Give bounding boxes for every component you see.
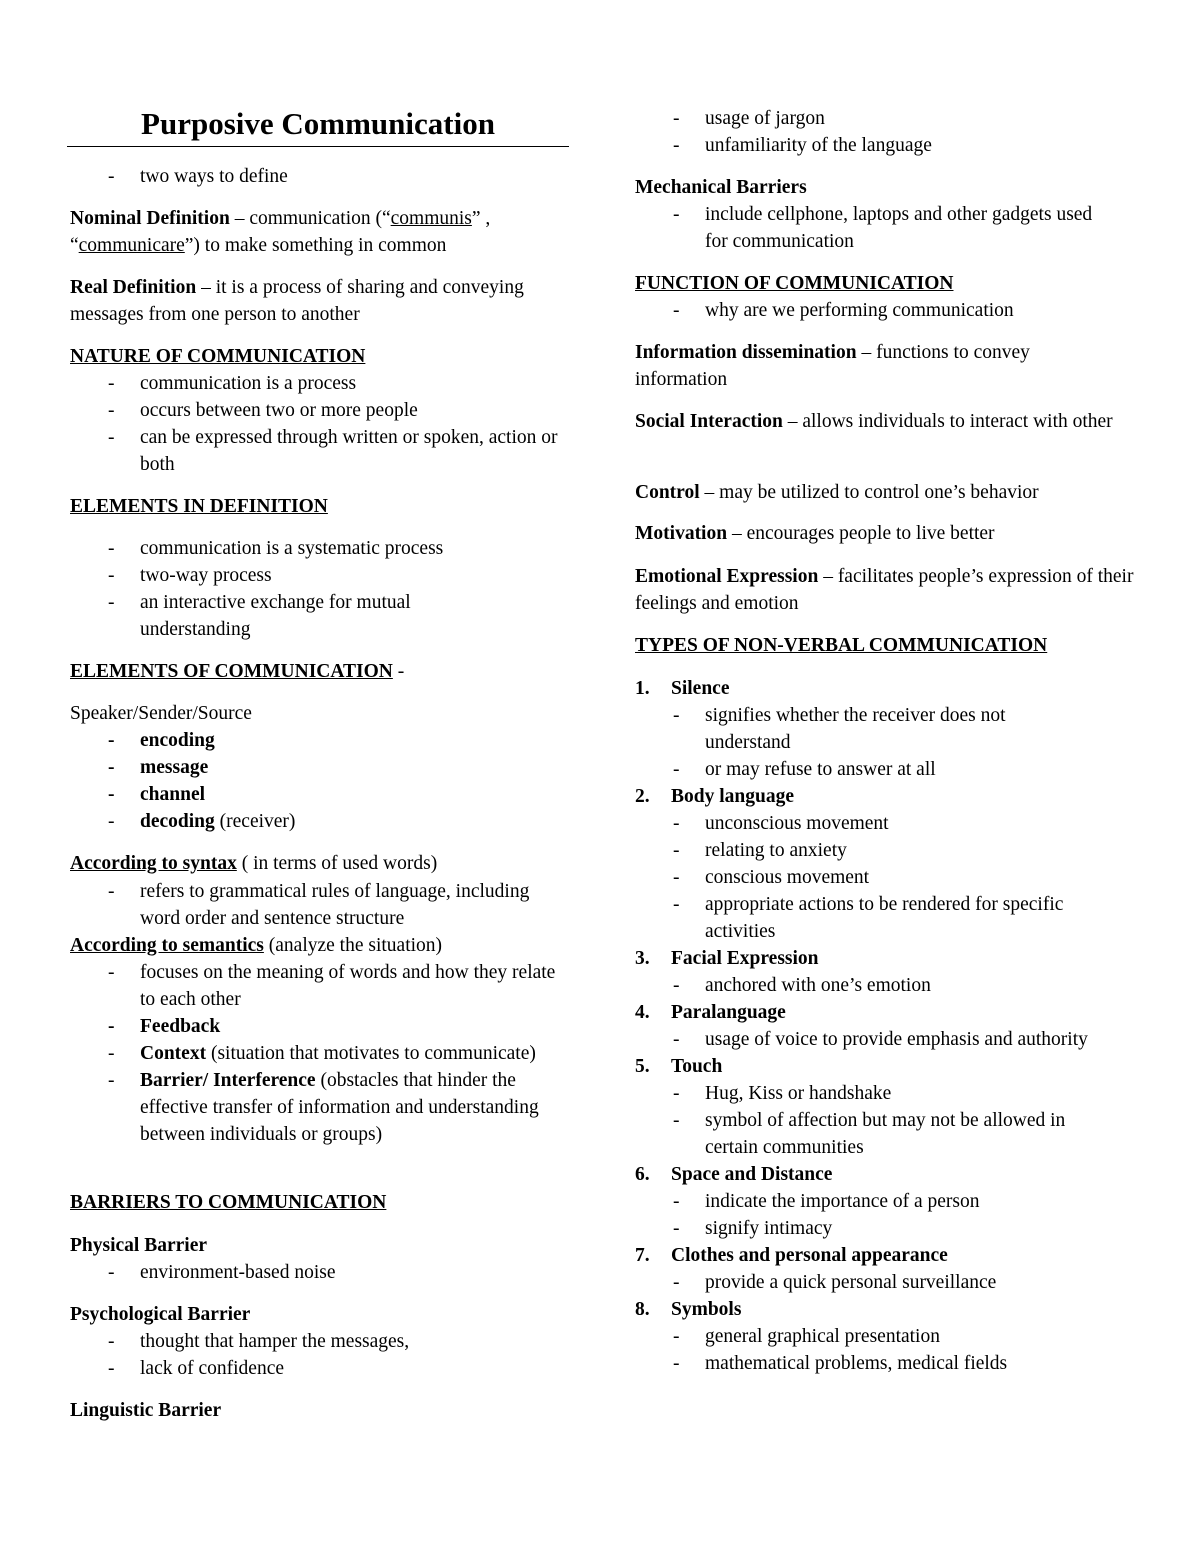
list-item: - encoding — [70, 727, 570, 754]
function-list — [635, 297, 1145, 324]
item-note: (situation that motivates to communicate) — [206, 1043, 536, 1064]
term: Motivation — [635, 523, 728, 544]
type-name: Space and Distance — [671, 1164, 833, 1185]
list-item: - communication is a systematic process — [70, 535, 510, 562]
nonverbal-type — [635, 945, 1135, 999]
text: ”) to make something in common — [184, 235, 447, 256]
type-items — [671, 1269, 1135, 1296]
list-item: - why are we performing communication — [635, 297, 1145, 324]
list-item: - signifies whether the receiver does not understand — [671, 702, 1135, 756]
type-name: Touch — [671, 1056, 723, 1077]
type-items — [671, 1080, 1135, 1161]
note: ( in terms of used words) — [236, 853, 438, 874]
item-note: (obstacles that hinder the effective transfer of information and understanding between individuals or groups) — [140, 1070, 539, 1145]
text: – encourages people to live better — [727, 523, 995, 544]
type-items — [671, 1188, 1135, 1242]
list-item — [70, 1040, 565, 1067]
linguistic-barrier-list — [635, 105, 1145, 159]
list-item: - or may refuse to answer at all — [671, 756, 1135, 783]
text: – allows individuals to interact with other — [782, 411, 1113, 432]
list-item: - usage of voice to provide emphasis and authority — [671, 1026, 1135, 1053]
list-item: - signify intimacy — [671, 1215, 1135, 1242]
function-heading: FUNCTION OF COMMUNICATION — [635, 273, 954, 294]
list-item: - unconscious movement — [671, 810, 1135, 837]
list-item: - two-way process — [70, 562, 510, 589]
list-item: - indicate the importance of a person — [671, 1188, 1135, 1215]
real-definition — [70, 274, 530, 328]
elements-definition-heading: ELEMENTS IN DEFINITION — [70, 496, 328, 517]
type-number: 6. — [635, 1164, 650, 1185]
term: Information dissemination — [635, 342, 857, 363]
function-entry — [635, 563, 1135, 617]
function-entry — [635, 408, 1125, 435]
nonverbal-type — [635, 1242, 1135, 1296]
intro-list — [70, 163, 570, 190]
list-item: - conscious movement — [671, 864, 1135, 891]
list-item: - lack of confidence — [70, 1355, 570, 1382]
source-label: Speaker/Sender/Source — [70, 703, 252, 724]
linguistic-barrier-label: Linguistic Barrier — [70, 1400, 222, 1421]
item-note: (receiver) — [214, 811, 296, 832]
type-name: Clothes and personal appearance — [671, 1245, 948, 1266]
nonverbal-type — [635, 675, 1135, 783]
nonverbal-type — [635, 783, 1135, 945]
list-item: - provide a quick personal surveillance — [671, 1269, 1135, 1296]
text: – it is a process of sharing and conveying messages from one person to another — [70, 277, 524, 325]
list-item — [70, 808, 570, 835]
nature-heading: NATURE OF COMMUNICATION — [70, 346, 366, 367]
note: (analyze the situation) — [263, 935, 443, 956]
function-entry — [635, 479, 1145, 506]
text: – facilitates people’s expression of their feelings and emotion — [635, 566, 1134, 614]
nonverbal-type — [635, 1161, 1135, 1242]
type-number: 8. — [635, 1299, 650, 1320]
term: According to semantics — [70, 935, 264, 956]
type-name: Facial Expression — [671, 948, 819, 969]
list-item: - occurs between two or more people — [70, 397, 570, 424]
list-item: - include cellphone, laptops and other gadgets used for communication — [635, 201, 1105, 255]
list-item: - communication is a process — [70, 370, 570, 397]
semantics-heading — [70, 932, 442, 959]
list-item: - channel — [70, 781, 570, 808]
physical-barrier-list — [70, 1259, 570, 1286]
list-item: - can be expressed through written or spoken, action or both — [70, 424, 570, 478]
nature-list — [70, 370, 570, 478]
function-entry — [635, 339, 1085, 393]
list-item — [70, 1067, 565, 1148]
list-item: - unfamiliarity of the language — [635, 132, 1145, 159]
heading-suffix: - — [392, 661, 405, 682]
list-item: - an interactive exchange for mutual understanding — [70, 589, 510, 643]
list-item: - refers to grammatical rules of language, including word order and sentence structure — [70, 878, 540, 932]
syntax-list — [70, 878, 540, 932]
semantics-list — [70, 959, 565, 1148]
list-item: - Feedback — [70, 1013, 565, 1040]
type-number: 5. — [635, 1056, 650, 1077]
function-entry — [635, 520, 1145, 547]
type-number: 1. — [635, 678, 650, 699]
type-items — [671, 1323, 1135, 1377]
list-item: - thought that hamper the messages, — [70, 1328, 570, 1355]
psychological-barrier-list — [70, 1328, 570, 1382]
elements-communication-heading — [70, 658, 404, 685]
list-item: - environment-based noise — [70, 1259, 570, 1286]
type-name: Silence — [671, 678, 730, 699]
type-number: 7. — [635, 1245, 650, 1266]
text: – communication (“ — [229, 208, 391, 229]
list-item: - appropriate actions to be rendered for specific activities — [671, 891, 1135, 945]
elements-definition-list — [70, 535, 510, 643]
elements-communication-list — [70, 727, 570, 835]
physical-barrier-label: Physical Barrier — [70, 1235, 208, 1256]
nonverbal-type — [635, 1053, 1135, 1161]
term-communicare: communicare — [78, 235, 185, 256]
heading-text: ELEMENTS OF COMMUNICATION — [70, 661, 393, 682]
text: – may be utilized to control one’s behavior — [699, 482, 1039, 503]
term: Control — [635, 482, 700, 503]
psychological-barrier-label: Psychological Barrier — [70, 1304, 251, 1325]
type-name: Paralanguage — [671, 1002, 786, 1023]
list-item: - message — [70, 754, 570, 781]
item-term: Barrier/ Interference — [140, 1070, 316, 1091]
list-item: - mathematical problems, medical fields — [671, 1350, 1135, 1377]
nonverbal-list — [635, 675, 1135, 1377]
term: Real Definition — [70, 277, 197, 298]
list-item: - anchored with one’s emotion — [671, 972, 1135, 999]
list-item: - general graphical presentation — [671, 1323, 1135, 1350]
list-item: - usage of jargon — [635, 105, 1145, 132]
nominal-definition — [70, 205, 570, 259]
term-communis: communis — [390, 208, 472, 229]
nonverbal-heading: TYPES OF NON-VERBAL COMMUNICATION — [635, 635, 1048, 656]
syntax-heading — [70, 850, 437, 877]
item-term: decoding — [140, 811, 215, 832]
term: Emotional Expression — [635, 566, 819, 587]
type-name: Body language — [671, 786, 794, 807]
list-item: - symbol of affection but may not be allowed in certain communities — [671, 1107, 1135, 1161]
type-items — [671, 702, 1135, 783]
list-item: - two ways to define — [70, 163, 570, 190]
page-title: Purposive Communication — [67, 104, 569, 147]
type-number: 4. — [635, 1002, 650, 1023]
nonverbal-type — [635, 1296, 1135, 1377]
list-item: - Hug, Kiss or handshake — [671, 1080, 1135, 1107]
term: Nominal Definition — [70, 208, 230, 229]
text: – functions to convey information — [635, 342, 1030, 390]
barriers-heading: BARRIERS TO COMMUNICATION — [70, 1192, 387, 1213]
term: According to syntax — [70, 853, 237, 874]
type-items — [671, 972, 1135, 999]
nonverbal-type — [635, 999, 1135, 1053]
mechanical-barrier-list — [635, 201, 1105, 255]
item-term: Context — [140, 1043, 207, 1064]
term: Social Interaction — [635, 411, 783, 432]
list-item: - focuses on the meaning of words and how they relate to each other — [70, 959, 565, 1013]
type-number: 3. — [635, 948, 650, 969]
type-name: Symbols — [671, 1299, 742, 1320]
type-items — [671, 1026, 1135, 1053]
type-number: 2. — [635, 786, 650, 807]
text: ” , “ — [70, 208, 491, 256]
mechanical-barrier-label: Mechanical Barriers — [635, 177, 807, 198]
list-item: - relating to anxiety — [671, 837, 1135, 864]
type-items — [671, 810, 1135, 945]
